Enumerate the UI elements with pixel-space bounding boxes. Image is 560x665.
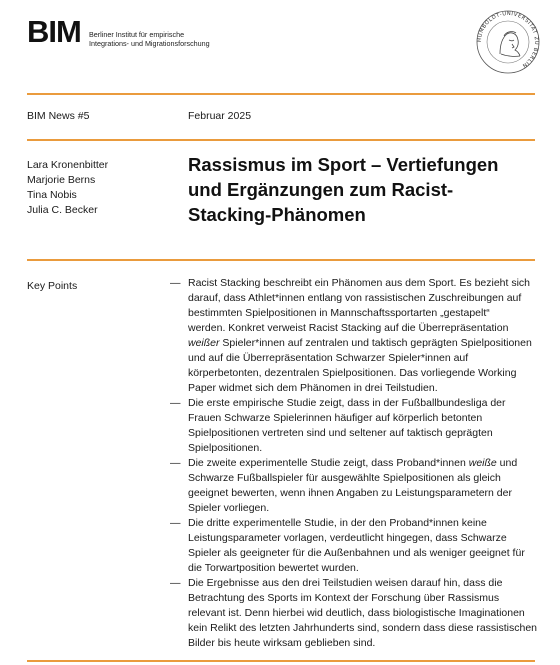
publication-date: Februar 2025 bbox=[188, 110, 252, 122]
bullet-dash: — bbox=[170, 457, 181, 469]
key-point-line: relevant ist. Denn hierbei wid deutlich, dass biologistische Imaginationen bbox=[188, 607, 525, 619]
bullet-dash: — bbox=[170, 277, 181, 289]
news-series: BIM News #5 bbox=[27, 110, 90, 122]
divider bbox=[27, 93, 535, 95]
seal-text: HUMBOLDT-UNIVERSITÄT ZU BERLIN bbox=[476, 10, 540, 69]
key-point-line: Frauen Schwarze Spielerinnen häufiger auf körperlich betonten bbox=[188, 412, 483, 424]
institute-name-line: Berliner Institut für empirische bbox=[89, 30, 185, 39]
page-title bbox=[188, 152, 548, 227]
institute-name bbox=[89, 30, 289, 48]
bullet-dash: — bbox=[170, 517, 181, 529]
key-point-line: Spielpositionen. bbox=[188, 442, 263, 454]
key-point-line: Die dritte experimentelle Studie, in der den Proband*innen keine bbox=[188, 517, 487, 529]
portrait-icon bbox=[500, 32, 520, 57]
title-line: Rassismus im Sport – Vertiefungen bbox=[188, 154, 499, 175]
bim-logo-mark: BIM bbox=[27, 14, 81, 49]
key-point-line: Die Ergebnisse aus den drei Teilstudien weisen darauf hin, dass die bbox=[188, 577, 503, 589]
author-name: Tina Nobis bbox=[27, 189, 77, 201]
title-line: und Ergänzungen zum Racist- bbox=[188, 179, 454, 200]
key-points-list bbox=[170, 276, 542, 651]
divider bbox=[27, 660, 535, 662]
key-points-label: Key Points bbox=[27, 280, 78, 292]
key-point-line: Spieler vorliegen. bbox=[188, 502, 270, 514]
title-line: Stacking-Phänomen bbox=[188, 204, 366, 225]
key-point-item bbox=[170, 456, 542, 516]
divider bbox=[27, 259, 535, 261]
key-point-line: Schwarze Fußballspieler für ausgewählte Spielpositionen als gleich bbox=[188, 472, 501, 484]
key-point-item bbox=[170, 396, 542, 456]
key-point-line: Racist Stacking beschreibt ein Phänomen aus dem Sport. Es bezieht sich bbox=[188, 277, 531, 289]
author-name: Julia C. Becker bbox=[27, 204, 98, 216]
key-point-line: und auf die Überrepräsentation Schwarzer Spieler*innen auf bbox=[188, 352, 469, 364]
key-point-line: Leistungsparameter vorlagen, verdeutlicht hingegen, dass Schwarze bbox=[188, 532, 507, 544]
key-point-line: Die erste empirische Studie zeigt, dass in der Fußballbundesliga der bbox=[188, 397, 506, 409]
key-point-line: bestimmten Spielpositionen in Mannschaftssportarten „gestapelt“ bbox=[188, 307, 490, 319]
key-point-line: die Torwartposition bewertet wurden. bbox=[188, 562, 359, 574]
author-name: Lara Kronenbitter bbox=[27, 159, 109, 171]
key-point-line: Die zweite experimentelle Studie zeigt, dass Proband*innen weiße und bbox=[188, 457, 518, 469]
humboldt-university-seal bbox=[476, 10, 540, 74]
key-point-item bbox=[170, 276, 542, 396]
bullet-dash: — bbox=[170, 397, 181, 409]
key-point-line: geeignet bewerten, wenn ihnen Angaben zu Leistungsparametern der bbox=[188, 487, 512, 499]
author-name: Marjorie Berns bbox=[27, 174, 96, 186]
key-point-line: weißer Spieler*innen auf zentralen und taktisch geprägten Spielpositionen bbox=[188, 337, 532, 349]
author-list bbox=[27, 158, 108, 218]
key-point-item bbox=[170, 516, 542, 576]
bullet-dash: — bbox=[170, 577, 181, 589]
divider bbox=[27, 139, 535, 141]
key-point-line: werden. Konkret verweist Racist Stacking auf die Überrepräsentation bbox=[188, 322, 509, 334]
key-point-line: Paper widmet sich dem Phänomen in drei Teilstudien. bbox=[188, 382, 438, 394]
key-point-line: kein Relikt des letzten Jahrhunderts sind, sondern dass diese rassistischen bbox=[188, 622, 538, 634]
key-point-line: darauf, dass Athlet*innen entlang von rassistischen Zuschreibungen auf bbox=[188, 292, 522, 304]
institute-name-line: Integrations- und Migrationsforschung bbox=[89, 39, 210, 48]
key-point-item bbox=[170, 576, 542, 651]
key-point-line: Spieler als geeigneter für die Außenbahnen und als weniger geeignet für bbox=[188, 547, 525, 559]
key-point-line: Bilder bis heute wirksam geblieben sind. bbox=[188, 637, 376, 649]
key-point-line: Betrachtung des Sports im Kontext der Forschung über Rassismus bbox=[188, 592, 500, 604]
key-point-line: Spielpositionen vertreten sind und seltener auf taktisch geprägten bbox=[188, 427, 493, 439]
key-point-line: körperbetonten, dezentralen Spielpositionen. Das vorliegende Working bbox=[188, 367, 517, 379]
